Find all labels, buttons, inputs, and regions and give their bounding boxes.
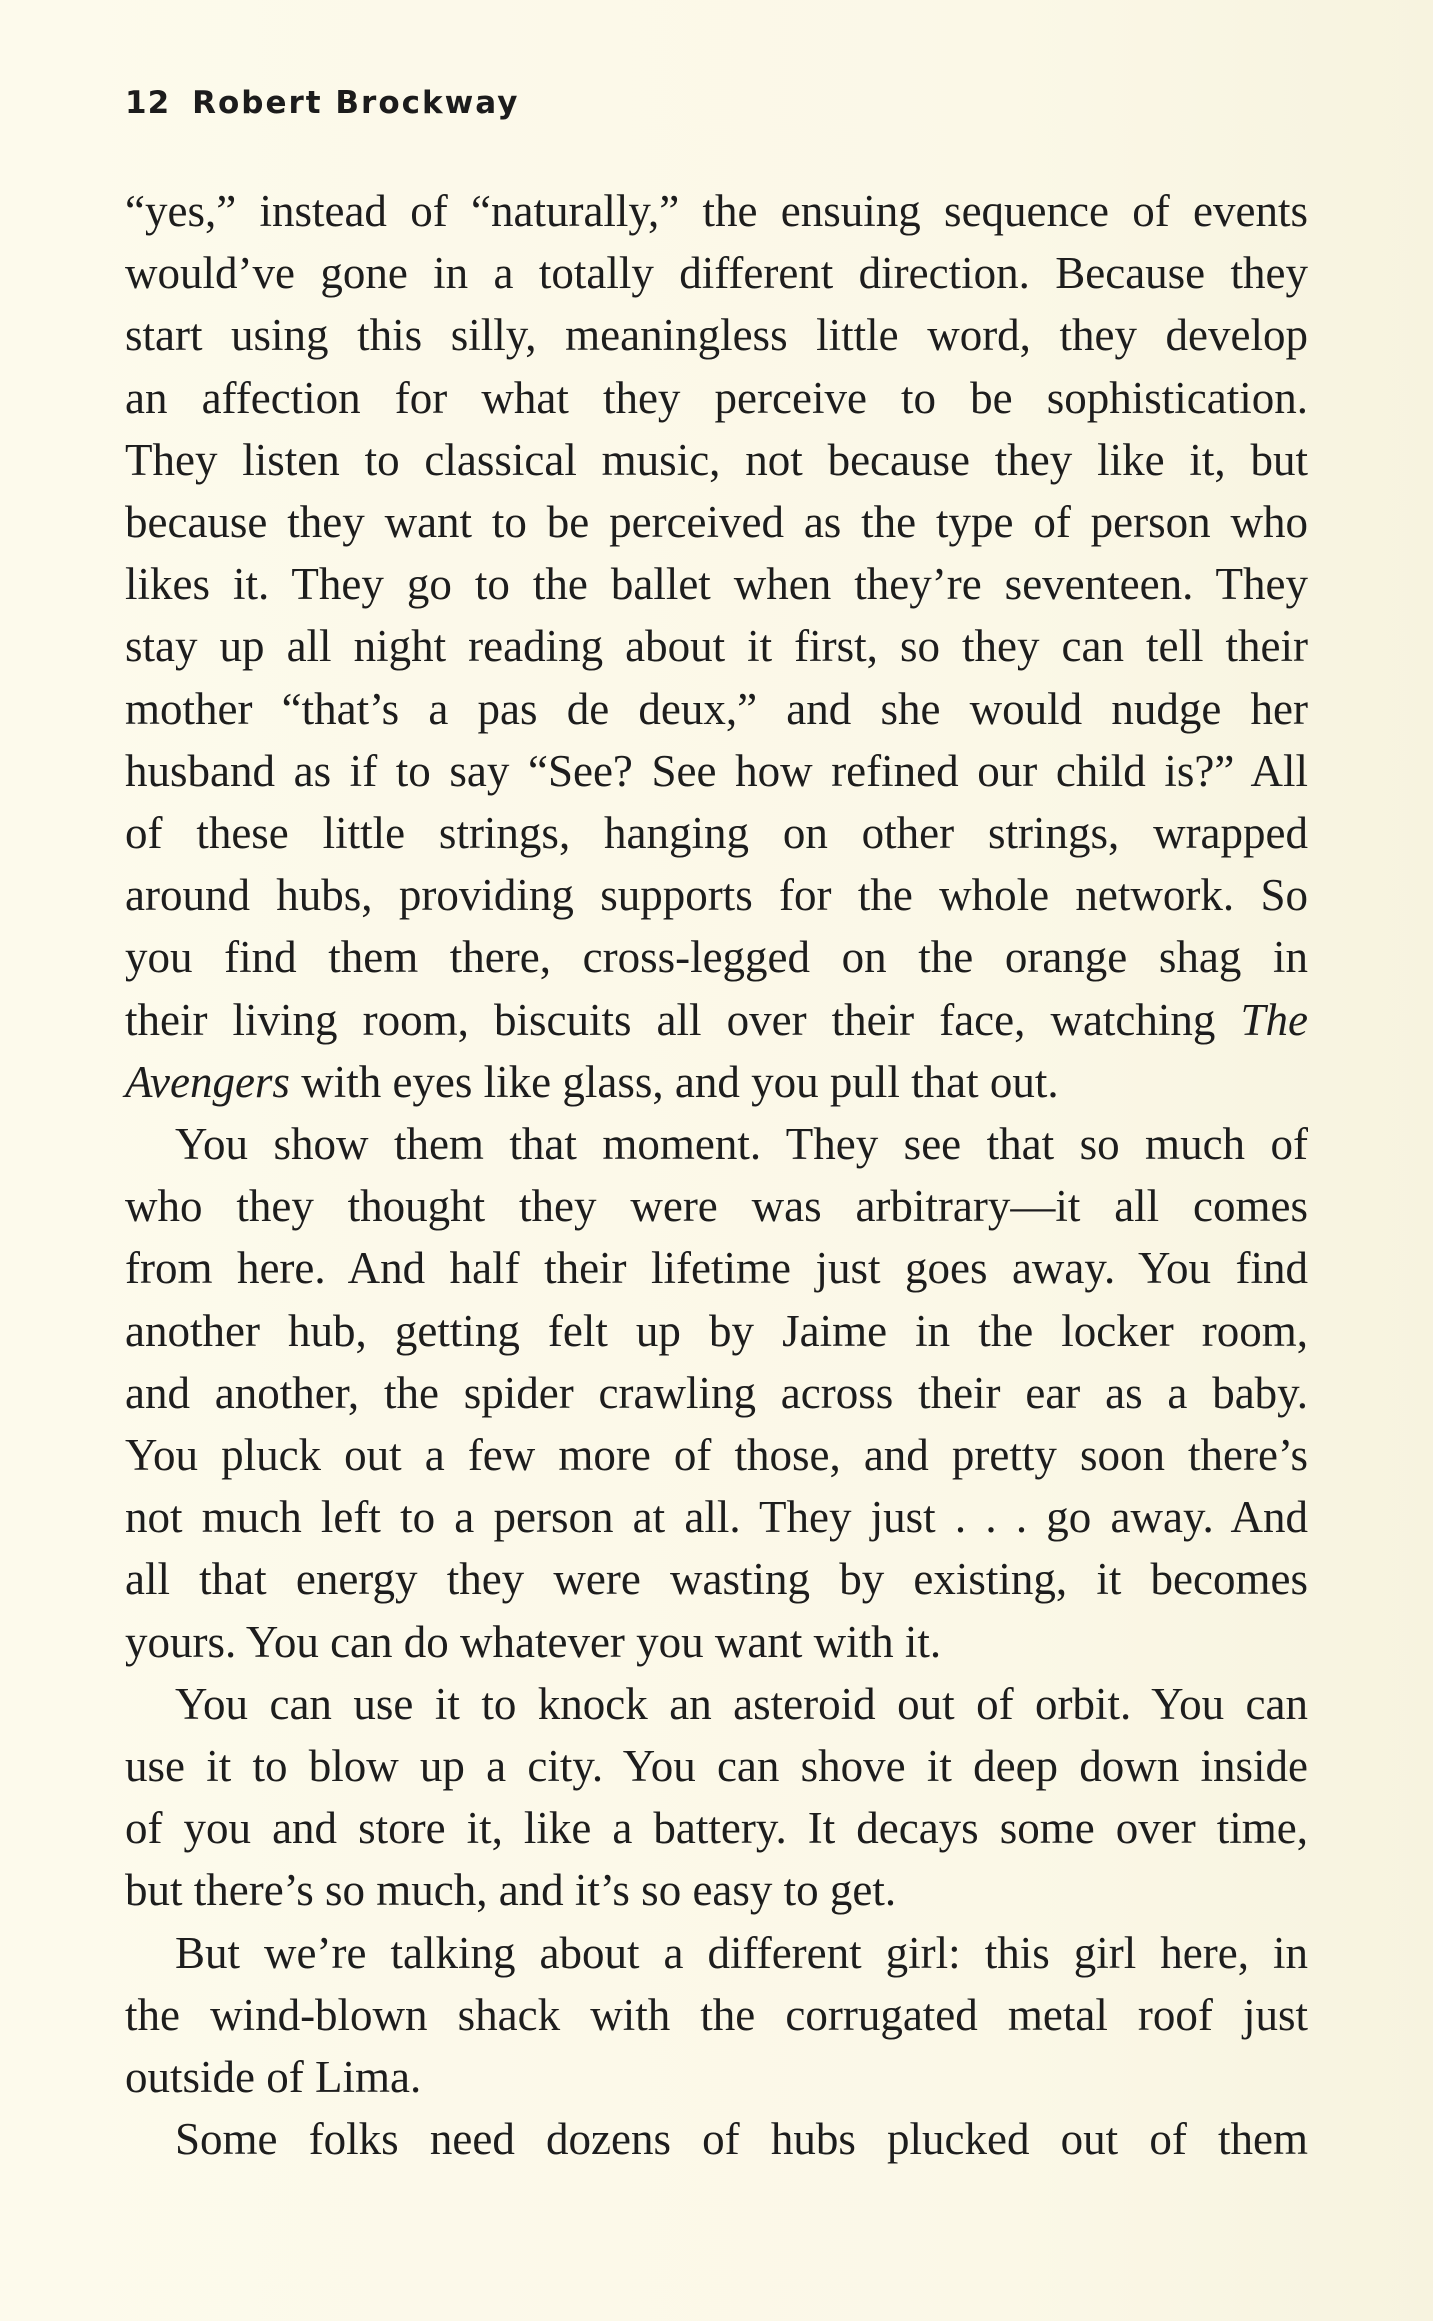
text-line-with-title [125, 1051, 1308, 1113]
text-line: “yes,” instead of “naturally,” the ensuing sequence of events [125, 186, 1308, 236]
text-line: start using this silly, meaningless little word, they develop [125, 310, 1308, 361]
italic-title-fragment: The [1240, 994, 1309, 1045]
text-line: but there’s so much, and it’s so easy to get. [125, 1865, 897, 1916]
text-line: because they want to be perceived as the type of person who [125, 497, 1308, 548]
text-line: stay up all night reading about it first, so they can tell their [125, 621, 1308, 672]
text-line: all that energy they were wasting by existing, it becomes [125, 1554, 1308, 1605]
text-line: You can use it to knock an asteroid out of orbit. You can [175, 1678, 1308, 1729]
paragraph [125, 2108, 1308, 2170]
text-line: the wind-blown shack with the corrugated metal roof just [125, 1989, 1308, 2040]
text-line: and another, the spider crawling across their ear as a baby. [125, 1367, 1308, 1418]
text-line-with-title [125, 989, 1308, 1051]
paragraph [125, 180, 1308, 1113]
text-line: They listen to classical music, not because they like it, but [125, 434, 1308, 485]
page-number: 12 [125, 85, 171, 121]
text-line: mother “that’s a pas de deux,” and she would nudge her [125, 683, 1308, 734]
italic-title-fragment: Avengers [125, 1056, 290, 1107]
text-line: Some folks need dozens of hubs plucked out of them [175, 2114, 1308, 2165]
text-fragment: their living room, biscuits all over their face, watching [125, 994, 1216, 1045]
text-line: not much left to a person at all. They just . . . go away. And [125, 1492, 1308, 1543]
text-line: another hub, getting felt up by Jaime in the locker room, [125, 1305, 1308, 1356]
body-text [125, 180, 1308, 2171]
text-line: you find them there, cross-legged on the orange shag in [125, 932, 1308, 983]
author-name: Robert Brockway [192, 85, 520, 121]
text-line: likes it. They go to the ballet when they’re seventeen. They [125, 559, 1308, 610]
text-line: from here. And half their lifetime just goes away. You find [125, 1243, 1308, 1294]
text-line: would’ve gone in a totally different direction. Because they [125, 248, 1308, 299]
paragraph [125, 1113, 1308, 1673]
text-line: outside of Lima. [125, 2052, 422, 2103]
text-line: You show them that moment. They see that so much of [175, 1119, 1308, 1170]
text-line: of you and store it, like a battery. It decays some over time, [125, 1803, 1308, 1854]
text-line: You pluck out a few more of those, and pretty soon there’s [125, 1430, 1308, 1481]
running-head [125, 85, 519, 121]
text-line: use it to blow up a city. You can shove it deep down inside [125, 1741, 1308, 1792]
paragraph [125, 1673, 1308, 1922]
text-line: But we’re talking about a different girl: this girl here, in [175, 1927, 1308, 1978]
text-line: an affection for what they perceive to be sophistication. [125, 372, 1308, 423]
text-line: of these little strings, hanging on other strings, wrapped [125, 808, 1308, 859]
text-line: husband as if to say “See? See how refined our child is?” All [125, 745, 1308, 796]
text-fragment: with eyes like glass, and you pull that out. [301, 1056, 1059, 1107]
text-line: yours. You can do whatever you want with it. [125, 1616, 942, 1667]
text-line: who they thought they were was arbitrary—it all comes [125, 1181, 1308, 1232]
paragraph [125, 1922, 1308, 2109]
text-line: around hubs, providing supports for the whole network. So [125, 870, 1308, 921]
